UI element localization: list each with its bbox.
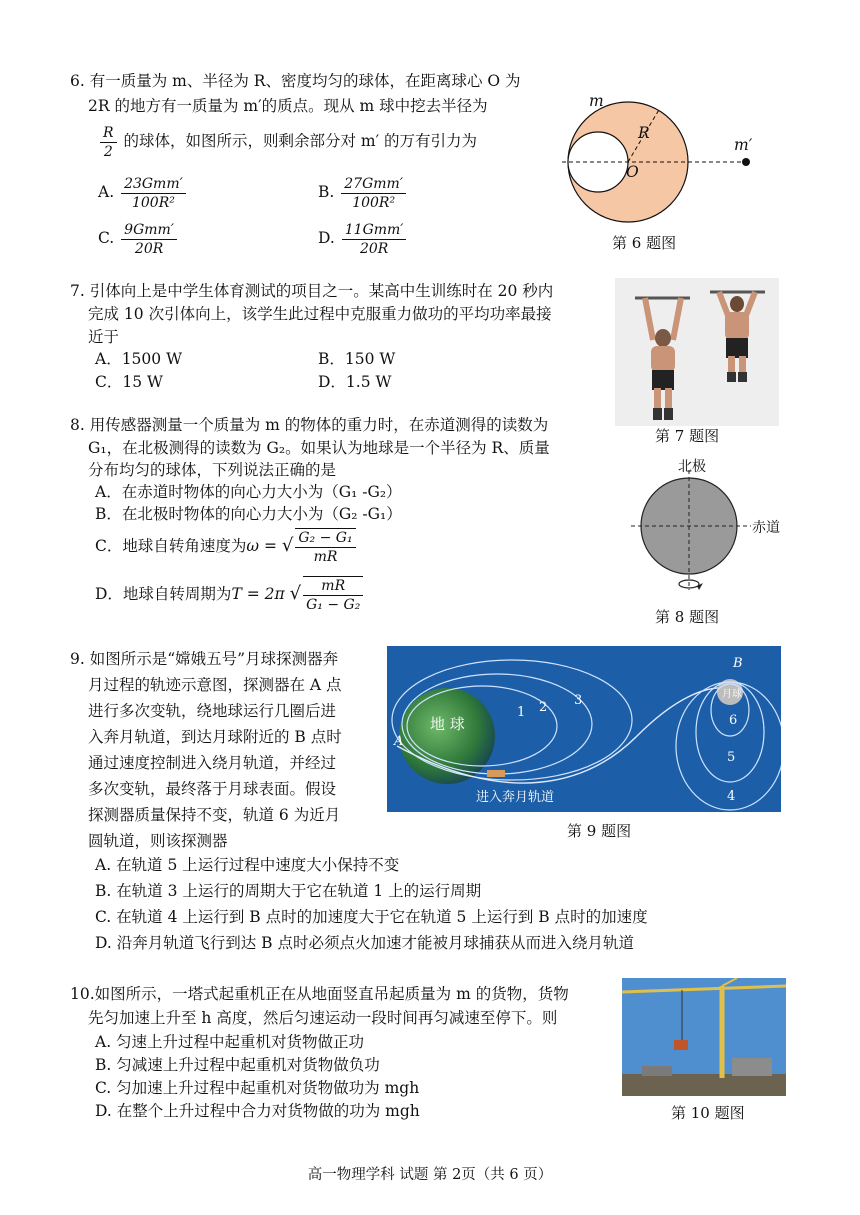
q8-option-b[interactable]: B．在北极时物体的向心力大小为（G₂ -G₁） xyxy=(95,505,402,523)
q9-line-4: 入奔月轨道，到达月球附近的 B 点时 xyxy=(88,728,342,746)
q9-option-d[interactable]: D. 沿奔月轨道飞行到达 B 点时必须点火加速才能被月球捕获从而进入绕月轨道 xyxy=(95,934,634,952)
q8-line-1: 8. 用传感器测量一个质量为 m 的物体的重力时，在赤道测得的读数为 xyxy=(70,416,549,434)
q10-line-2: 先匀加速上升至 h 高度，然后匀速运动一段时间再匀减速至停下。则 xyxy=(88,1009,558,1027)
q9-line-8: 圆轨道，则该探测器 xyxy=(88,832,228,850)
q8-caption: 第 8 题图 xyxy=(655,608,720,626)
q9-line-6: 多次变轨，最终落于月球表面。假设 xyxy=(88,780,337,798)
q10-option-d[interactable]: D. 在整个上升过程中合力对货物做的功为 mgh xyxy=(95,1102,420,1120)
q10-option-a[interactable]: A. 匀速上升过程中起重机对货物做正功 xyxy=(95,1033,365,1051)
fig6-label-R: R xyxy=(638,124,650,142)
q8-option-d[interactable]: D．地球自转周期为T = 2π √ $\frac{mR}{\text{G₁ − G₂}}$ xyxy=(95,572,365,616)
q9-option-a[interactable]: A. 在轨道 5 上运行过程中速度大小保持不变 xyxy=(95,856,400,874)
q9-line-3: 进行多次变轨，绕地球运行几圈后进 xyxy=(88,702,337,720)
fig6-label-O: O xyxy=(626,163,639,181)
probe-icon xyxy=(487,770,505,777)
pull-up-figure xyxy=(615,278,779,426)
earth-icon xyxy=(399,688,495,784)
fig9-orbit-3: 3 xyxy=(574,693,583,708)
q6-line-3 xyxy=(98,122,477,161)
q7-caption: 第 7 题图 xyxy=(655,427,720,445)
q9-option-c[interactable]: C. 在轨道 4 上运行到 B 点时的加速度大于它在轨道 5 上运行到 B 点时的加速度 xyxy=(95,908,648,926)
cargo-icon xyxy=(674,1040,688,1050)
q6-option-c[interactable]: C. $\frac{\text{9Gmm′}}{20R}$ xyxy=(98,218,179,258)
fig8-equator-label: 赤道 xyxy=(752,520,780,536)
q7-option-b[interactable]: B．150 W xyxy=(318,350,396,368)
earth-rotation-figure xyxy=(625,470,755,600)
q9-line-5: 通过速度控制进入绕月轨道，并经过 xyxy=(88,754,337,772)
fig9-earth-label: 地 球 xyxy=(430,715,465,733)
q10-caption: 第 10 题图 xyxy=(671,1104,745,1122)
q7-line-1: 7. 引体向上是中学生体育测试的项目之一。某高中生训练时在 20 秒内 xyxy=(70,282,554,300)
q9-option-b[interactable]: B. 在轨道 3 上运行的周期大于它在轨道 1 上的运行周期 xyxy=(95,882,482,900)
q8-option-c[interactable]: C．地球自转角速度为ω = √ $\frac{\text{G₂ − G₁}}{mR}$ xyxy=(95,524,358,568)
fig9-orbit-5: 5 xyxy=(727,750,736,765)
fig9-orbit-6: 6 xyxy=(729,713,738,728)
fig9-orbit-4: 4 xyxy=(727,789,736,804)
q8-line-3: 分布均匀的球体，下列说法正确的是 xyxy=(88,461,337,479)
q6-line-1: 6. 有一质量为 m、半径为 R、密度均匀的球体，在距离球心 O 为 xyxy=(70,72,521,90)
q6-option-a[interactable]: A. $\frac{\text{23Gmm′}}{\text{100R²}}$ xyxy=(98,172,188,212)
q7-option-d[interactable]: D．1.5 W xyxy=(318,373,392,391)
q8-line-2: G₁，在北极测得的读数为 G₂。如果认为地球是一个半径为 R、质量 xyxy=(88,439,550,457)
q10-option-b[interactable]: B. 匀减速上升过程中起重机对货物做负功 xyxy=(95,1056,380,1074)
q7-line-2: 完成 10 次引体向上，该学生此过程中克服重力做功的平均功率最接 xyxy=(88,305,552,323)
q8-option-a[interactable]: A．在赤道时物体的向心力大小为（G₁ -G₂） xyxy=(95,483,402,501)
q9-caption: 第 9 题图 xyxy=(567,822,632,840)
tower-crane-figure xyxy=(622,978,786,1096)
q9-line-1: 9. 如图所示是“嫦娥五号”月球探测器奔 xyxy=(70,650,339,668)
fig9-orbit-1: 1 xyxy=(517,705,526,720)
fig9-moon-label: 月球 xyxy=(722,689,742,700)
fig9-transfer-label: 进入奔月轨道 xyxy=(476,790,555,805)
q9-line-2: 月过程的轨迹示意图，探测器在 A 点 xyxy=(88,676,342,694)
q6-fraction: $\frac{R}{2}$ xyxy=(100,124,117,161)
q10-line-1: 10.如图所示，一塔式起重机正在从地面竖直吊起质量为 m 的货物，货物 xyxy=(70,985,569,1003)
q6-option-b[interactable]: B. $\frac{\text{27Gmm′}}{\text{100R²}}$ xyxy=(318,172,408,212)
q6-line-3-text: 的球体，如图所示，则剩余部分对 m′ 的万有引力为 xyxy=(123,132,478,150)
fig6-label-m: m xyxy=(589,92,604,110)
fig8-north-pole-label: 北极 xyxy=(678,459,706,475)
q7-line-3: 近于 xyxy=(88,328,120,346)
q6-caption: 第 6 题图 xyxy=(612,234,677,252)
q7-option-a[interactable]: A．1500 W xyxy=(95,350,182,368)
fig9-point-b: B xyxy=(733,656,743,671)
page-footer: 高一物理学科 试题 第 2页（共 6 页） xyxy=(307,1167,553,1183)
q9-line-7: 探测器质量保持不变，轨道 6 为近月 xyxy=(88,806,341,824)
q6-line-2: 2R 的地方有一质量为 m′的质点。现从 m 球中挖去半径为 xyxy=(88,97,488,115)
fig9-orbit-2: 2 xyxy=(539,700,548,715)
q10-option-c[interactable]: C. 匀加速上升过程中起重机对货物做功为 mgh xyxy=(95,1079,420,1097)
fig6-label-m-prime: m′ xyxy=(734,136,753,154)
point-mass xyxy=(742,158,750,166)
q6-option-d[interactable]: D. $\frac{\text{11Gmm′}}{20R}$ xyxy=(318,218,408,258)
q6-sphere-figure xyxy=(560,90,770,240)
fig9-point-a: A xyxy=(394,734,404,749)
q7-option-c[interactable]: C．15 W xyxy=(95,373,163,391)
